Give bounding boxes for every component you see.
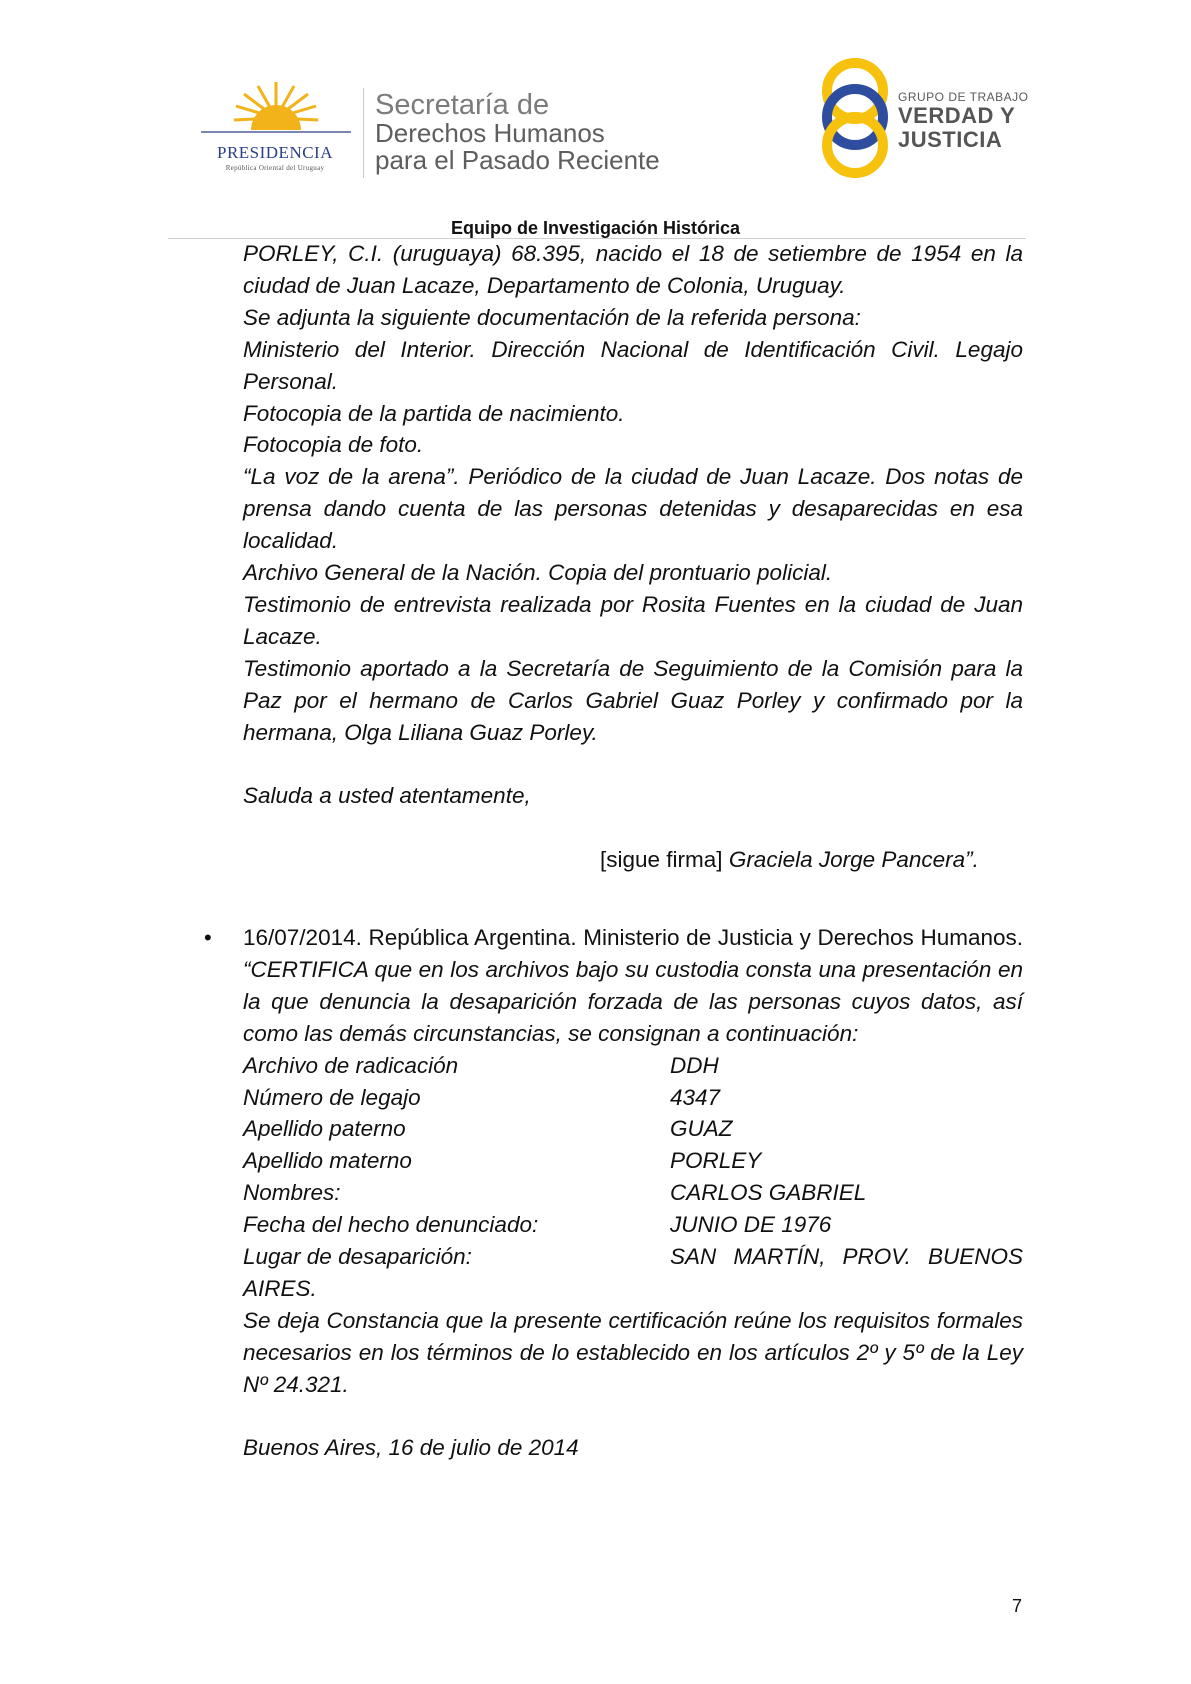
verdad-label: VERDAD Y (898, 103, 1016, 128)
field-label: Número de legajo (243, 1084, 421, 1110)
field-value: JUNIO DE 1976 (670, 1212, 832, 1238)
secretaria-logo (375, 90, 660, 174)
field-label: Lugar de desaparición: (243, 1244, 472, 1270)
field-label: Fecha del hecho denunciado: (243, 1212, 539, 1238)
paragraph: “La voz de la arena”. Periódico de la ciudad de Juan Lacaze. Dos notas de prensa dando cuenta de las personas detenidas y desaparecidas en esa localidad. (243, 464, 1023, 554)
paragraph: Ministerio del Interior. Dirección Nacional de Identificación Civil. Legajo Personal. (243, 336, 1023, 394)
paragraph: Fotocopia de la partida de nacimiento. (243, 400, 625, 426)
place-date: Buenos Aires, 16 de julio de 2014 (243, 1435, 579, 1461)
document-body (204, 238, 1023, 1464)
interlocked-rings-icon (815, 55, 895, 180)
field-row (243, 1209, 1023, 1241)
page-header (0, 0, 1191, 250)
constancia-paragraph: Se deja Constancia que la presente certificación reúne los requisitos formales necesarios en los términos de lo establecido en los artículos 2º y 5º de la Ley Nº 24.321. (243, 1307, 1023, 1397)
signature-prefix: [sigue firma] (600, 847, 723, 873)
spacer (243, 749, 1023, 781)
field-row (243, 1177, 1023, 1209)
paragraph: Testimonio aportado a la Secretaría de Seguimiento de la Comisión para la Paz por el hermano de Carlos Gabriel Guaz Porley y confirmado por la hermana, Olga Liliana Guaz Porley. (243, 655, 1023, 745)
grupo-label: GRUPO DE TRABAJO (898, 90, 1029, 104)
field-value: PORLEY (670, 1148, 762, 1174)
page-number: 7 (1012, 1596, 1023, 1616)
paragraph: Se adjunta la siguiente documentación de la referida persona: (243, 304, 861, 330)
field-label: Nombres: (243, 1180, 341, 1206)
entry-quote: “CERTIFICA que en los archivos bajo su custodia consta una presentación en la que denuncia la desaparición forzada de las personas cuyos datos, así como las demás circunstancias, se consignan a continuación: (243, 956, 1023, 1046)
field-label: Apellido materno (243, 1148, 412, 1174)
field-value: SAN MARTÍN, PROV. BUENOS (670, 1244, 1023, 1270)
paragraph: Archivo General de la Nación. Copia del prontuario policial. (243, 560, 833, 586)
secretaria-line2: Derechos Humanos (375, 118, 605, 148)
list-item (204, 922, 1023, 1464)
field-value: CARLOS GABRIEL (670, 1180, 867, 1206)
field-value: 4347 (670, 1084, 721, 1110)
justicia-label: JUSTICIA (898, 127, 1003, 152)
presidencia-subtitle: República Oriental del Uruguay (225, 164, 325, 172)
field-label: Apellido paterno (243, 1116, 406, 1142)
closing-line: Saluda a usted atentamente, (243, 783, 531, 809)
paragraph: Fotocopia de foto. (243, 432, 424, 458)
field-row (243, 1050, 1023, 1082)
entry-lead: 16/07/2014. República Argentina. Ministerio de Justicia y Derechos Humanos. (243, 924, 1023, 950)
secretaria-line1: Secretaría de (375, 89, 550, 121)
bullet-mark: • (204, 924, 212, 950)
field-row (243, 1082, 1023, 1114)
secretaria-line3: para el Pasado Reciente (375, 145, 660, 175)
field-row (243, 1241, 1023, 1273)
paragraph: Testimonio de entrevista realizada por Rosita Fuentes en la ciudad de Juan Lacaze. (243, 591, 1023, 649)
field-value: DDH (670, 1052, 719, 1078)
field-label: Archivo de radicación (243, 1052, 459, 1078)
entry-paragraph (243, 922, 1023, 1050)
spacer (243, 908, 1023, 922)
field-continuation: AIRES. (243, 1275, 317, 1301)
field-row (243, 1145, 1023, 1177)
team-title: Equipo de Investigación Histórica (450, 218, 741, 238)
signature-line (243, 844, 1023, 876)
field-row (243, 1113, 1023, 1145)
presidencia-wordmark: PRESIDENCIA (216, 143, 333, 162)
logo-divider (363, 88, 364, 178)
field-value: GUAZ (670, 1116, 733, 1142)
spacer (243, 876, 1023, 908)
spacer (243, 1401, 1023, 1433)
signature-name: Graciela Jorge Pancera”. (728, 847, 979, 873)
certificate-fields (243, 1050, 1023, 1465)
paragraph: PORLEY, C.I. (uruguaya) 68.395, nacido el 18 de setiembre de 1954 en la ciudad de Juan Lacaze, Departamento de Colonia, Uruguay. (243, 241, 1023, 298)
spacer (243, 812, 1023, 844)
verdad-justicia-logo (898, 90, 1028, 152)
